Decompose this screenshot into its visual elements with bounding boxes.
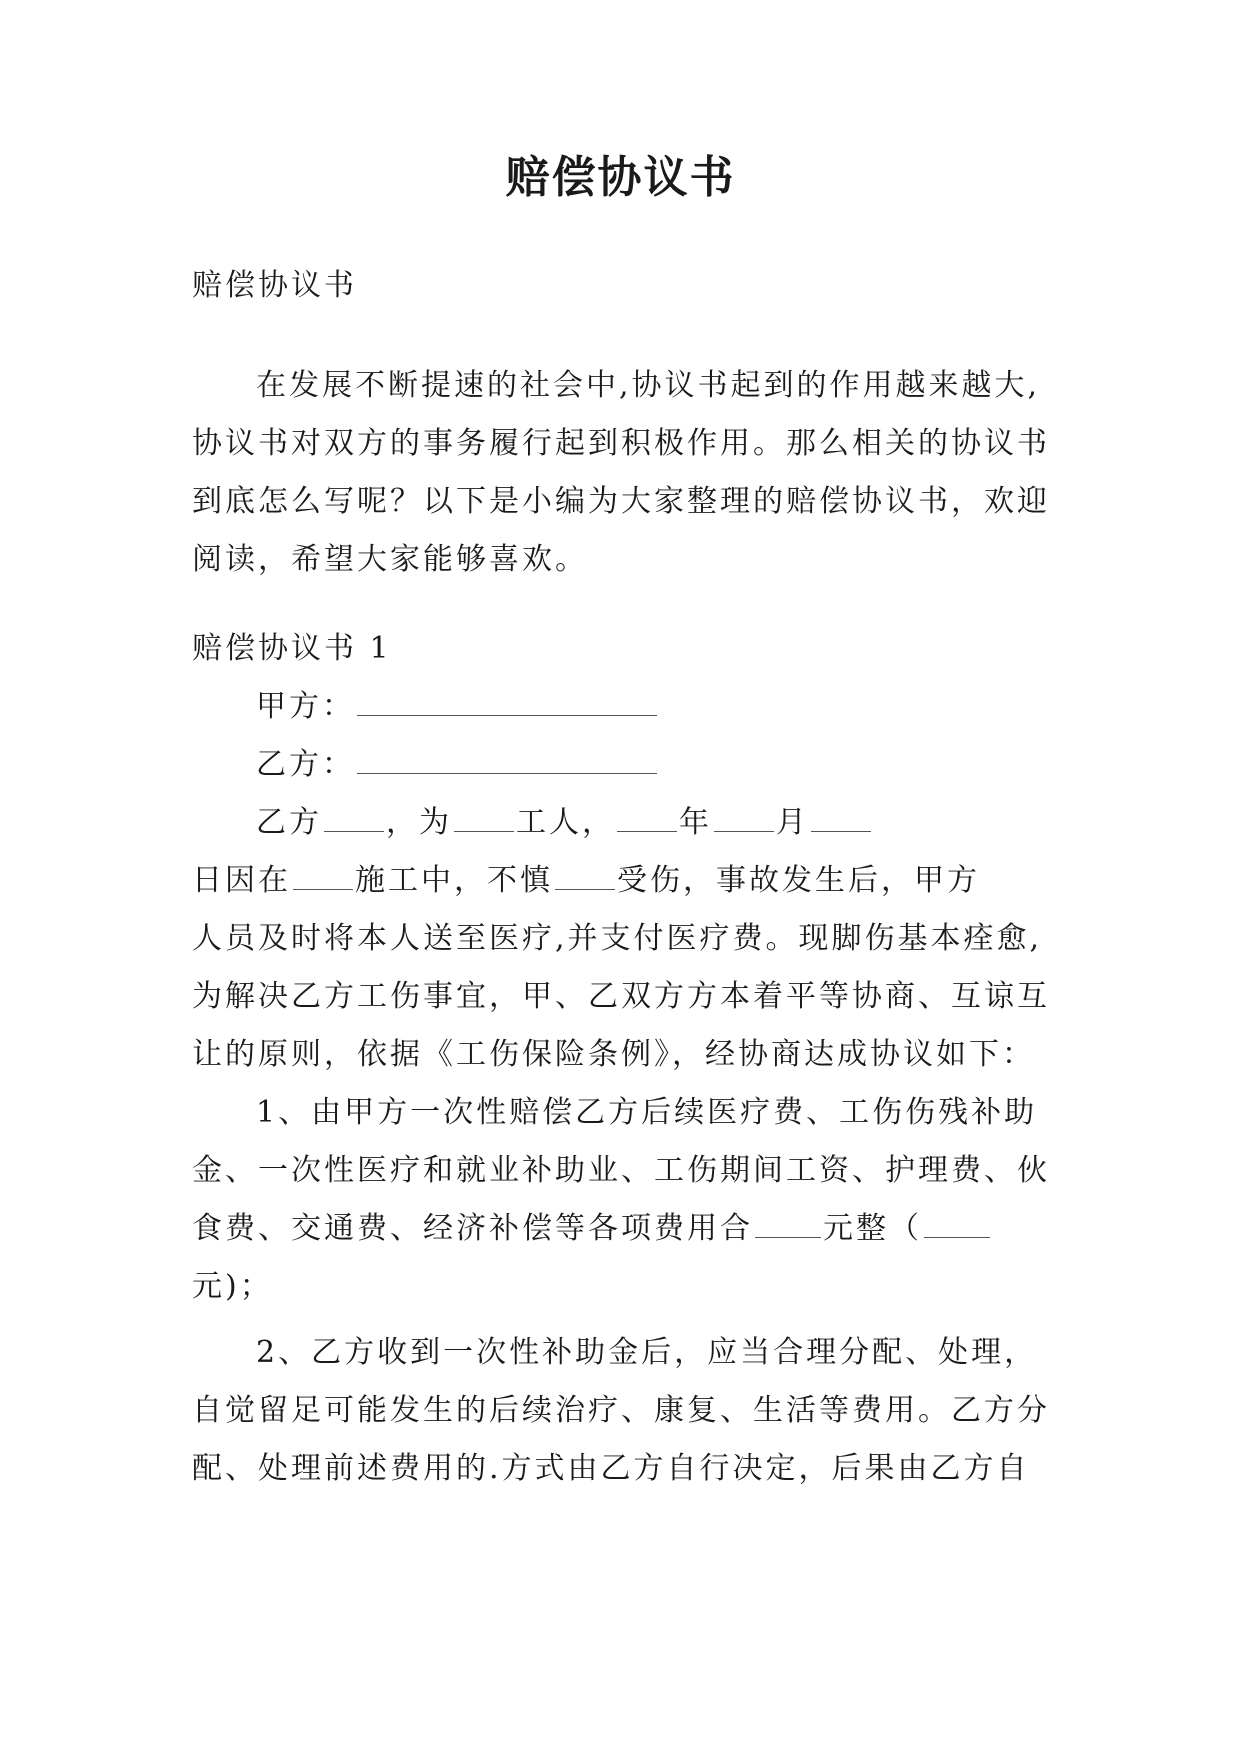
item2-line: 自觉留足可能发生的后续治疗、康复、生活等费用。乙方分 xyxy=(192,1393,1050,1428)
document-subtitle xyxy=(192,257,1052,315)
fill-blank xyxy=(324,801,384,832)
item1-text: 食费、交通费、经济补偿等各项费用合 xyxy=(192,1211,753,1246)
item1-text: 元整（ xyxy=(823,1211,922,1246)
para1-text: 日因在 xyxy=(192,863,291,898)
para1-text: 乙方 xyxy=(256,805,322,840)
item1-line: 元)； xyxy=(192,1269,273,1304)
subtitle-text: 赔偿协议书 xyxy=(192,268,357,303)
para1-line xyxy=(192,852,1052,910)
document-title: 赔偿协议书 xyxy=(505,152,736,203)
para1-line: 为解决乙方工伤事宜，甲、乙双方方本着平等协商、互谅互 xyxy=(192,979,1050,1014)
para1-line: 让的原则，依据《工伤保险条例》，经协商达成协议如下： xyxy=(192,1037,1035,1072)
para1-text: 月 xyxy=(776,805,809,840)
party-b-label: 乙方： xyxy=(256,747,355,782)
intro-line: 到底怎么写呢？以下是小编为大家整理的赔偿协议书，欢迎 xyxy=(192,484,1050,519)
para1-text: 受伤，事故发生后，甲方 xyxy=(617,863,980,898)
item1-line xyxy=(192,1200,1052,1258)
para1-line: 人员及时将本人送至医疗,并支付医疗费。现脚伤基本痊愈, xyxy=(192,921,1043,956)
item1-line: 1、由甲方一次性赔偿乙方后续医疗费、工伤伤残补助 xyxy=(256,1095,1038,1130)
fill-blank xyxy=(617,801,677,832)
fill-blank xyxy=(293,859,353,890)
party-a-label: 甲方： xyxy=(256,689,355,724)
intro-line: 在发展不断提速的社会中,协议书起到的作用越来越大, xyxy=(256,368,1041,403)
para1-text: 年 xyxy=(679,805,712,840)
fill-blank xyxy=(924,1207,990,1238)
party-a-blank xyxy=(357,685,657,716)
item1-line: 金、一次性医疗和就业补助业、工伤期间工资、护理费、伙 xyxy=(192,1153,1050,1188)
intro-line: 阅读，希望大家能够喜欢。 xyxy=(192,542,588,577)
item2-line: 配、处理前述费用的.方式由乙方自行决定，后果由乙方自 xyxy=(192,1451,1030,1486)
party-b-line xyxy=(192,736,1052,794)
para1-text: 施工中，不慎 xyxy=(355,863,553,898)
fill-blank xyxy=(811,801,871,832)
agreement-section xyxy=(192,620,1052,1498)
party-a-line xyxy=(192,678,1052,736)
fill-blank xyxy=(454,801,514,832)
intro-paragraph xyxy=(192,357,1052,589)
para1-line xyxy=(192,794,1052,852)
para1-text: 工人， xyxy=(516,805,615,840)
item2-line: 2、乙方收到一次性补助金后，应当合理分配、处理， xyxy=(256,1335,1038,1370)
para1-text: ，为 xyxy=(386,805,452,840)
fill-blank xyxy=(714,801,774,832)
fill-blank xyxy=(755,1207,821,1238)
intro-line: 协议书对双方的事务履行起到积极作用。那么相关的协议书 xyxy=(192,426,1050,461)
fill-blank xyxy=(555,859,615,890)
section-heading: 赔偿协议书 1 xyxy=(192,631,392,666)
party-b-blank xyxy=(357,743,657,774)
